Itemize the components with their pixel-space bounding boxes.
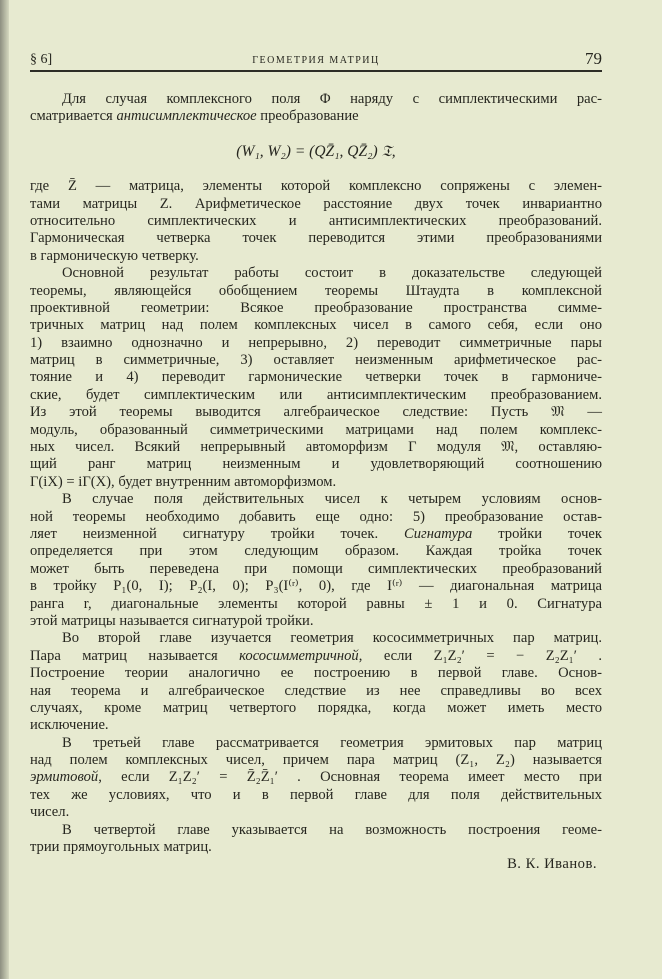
text-line [30,456,602,473]
text-line [30,474,602,491]
running-title: ГЕОМЕТРИЯ МАТРИЦ [252,55,380,66]
text-line [30,213,602,230]
text-line [30,752,602,769]
text-line [30,822,602,839]
text-line [30,248,602,265]
text-run: Основной результат работы состоит в доказательстве следующей [62,265,602,282]
text-run: Гармоническая четверка точек переводится этими преобразованиями [30,230,602,247]
text-run: тричных матриц над полем комплексных чисел в самого себя, если оно [30,317,602,334]
body-text [30,91,602,874]
text-run: исключение. [30,717,109,734]
text-run: тройки точек [472,526,603,542]
emphasized-term: кососимметричной [239,647,359,664]
text-line [30,735,602,752]
text-line [30,178,602,195]
text-run: (W₁, W₂) = (QZ̄₁, QZ̄₂) 𝔗, [236,142,396,160]
section-number: § 6] [30,52,53,67]
text-run: в тройку P₁(0, I); P₂(I, 0); P₃(I⁽ʳ⁾, 0), где I⁽ʳ⁾ — диагональная матрица [30,578,602,595]
text-line [30,265,602,282]
text-run: определяется при этом следующим образом. Каждая тройка точек [30,543,602,560]
text-run: ной теоремы необходимо добавить еще одно: 5) преобразование остав- [30,508,602,525]
text-line [30,143,602,160]
paragraph [30,630,602,734]
text-line [30,769,602,786]
text-line [30,839,602,856]
paragraph [30,822,602,857]
text-run: трии прямоугольных матриц. [30,839,212,856]
text-run: Построение теории аналогично ее построению в первой главе. Основ- [30,665,602,682]
text-line [30,509,602,526]
text-run: ляет неизменной сигнатуру тройки точек. [30,526,405,542]
text-line [30,300,602,317]
text-run: случаях, кроме матриц четвертого порядка, когда может иметь место [30,699,602,716]
text-run: В четвертой главе указывается на возможность построения геоме- [62,821,602,838]
text-line [30,596,602,613]
text-run: Пара матриц называется [30,647,240,664]
text-line [30,700,602,717]
text-line [30,648,602,665]
text-line [30,317,602,334]
text-run: ранга r, диагональные элементы которой равны ± 1 и 0. Сигнатура [30,595,602,612]
emphasized-term: эрмитовой [30,769,99,786]
running-header [30,49,602,72]
emphasized-term: Сигнатура [404,526,473,542]
text-run: тояние и 4) переводит гармонические четверки точек в гармониче- [30,369,602,386]
text-line [30,613,602,630]
text-run: В. К. Иванов. [507,856,597,873]
text-line [30,561,602,578]
page-number: 79 [585,49,602,68]
text-line [30,108,602,125]
text-line [30,387,602,404]
page-binding-edge [0,0,9,979]
text-run: Для случая комплексного поля Φ наряду с симплектическими рас- [62,91,602,107]
text-run: Во второй главе изучается геометрия кососимметричных пар матриц. [62,630,602,647]
text-line [30,230,602,247]
paragraph [30,735,602,822]
text-run: Γ(iX) = iΓ(X), будет внутренним автоморфизмом. [30,473,337,490]
text-run: , если Z₁Z₂′ = − Z₂Z₁′ . [358,647,602,664]
text-run: щий ранг матриц неизменным и удовлетворяющий соотношению [30,456,602,473]
text-run: , если Z₁Z₂′ = Z̄₂Z̄₁′ . Основная теорема имеет место при [98,769,602,786]
text-line [30,422,602,439]
text-run: над полем комплексных чисел, причем пара матриц (Z₁, Z₂) называется [30,752,602,769]
author-signature [30,856,602,873]
text-line [30,543,602,560]
text-line [30,856,602,873]
text-run: В третьей главе рассматривается геометрия эрмитовых пар матриц [62,734,602,751]
text-line [30,91,602,108]
paragraph [30,178,602,265]
paragraph [30,265,602,491]
emphasized-term: антисимплектическое [116,108,257,125]
text-run: преобразование [256,108,359,125]
text-line [30,335,602,352]
text-run: 1) взаимно однозначно и непрерывно, 2) переводит симметричные пары [30,334,602,351]
text-run: тех же условиях, что и в первой главе для поля действительных [30,786,602,803]
text-line [30,283,602,300]
text-run: в гармоническую четверку. [30,247,199,264]
text-line [30,717,602,734]
text-line [30,439,602,456]
text-line [30,683,602,700]
text-run: ские, будет симплектическим или антисимплектическим преобразованием. [30,386,602,403]
text-line [30,787,602,804]
text-run: может быть переведена при помощи симплектических преобразований [30,560,602,577]
text-line [30,491,602,508]
text-run: где Z̄ — матрица, элементы которой комплексно сопряжены с элемен- [30,178,602,195]
text-run: чисел. [30,804,70,821]
text-line [30,526,602,543]
text-run: модуль, образованный симметрическими матрицами над полем комплекс- [30,421,602,438]
text-run: относительно симплектических и антисимплектических преобразований. [30,212,602,229]
text-run: ная теорема и алгебраическое следствие из нее справедливы во всех [30,682,602,699]
text-run: матриц в симметричные, 3) оставляет неизменным арифметическое рас- [30,352,602,369]
paragraph [30,91,602,126]
text-run: тами матрицы Z. Арифметическое расстояние двух точек инвариантно [30,195,602,212]
text-line [30,404,602,421]
text-line [30,369,602,386]
text-run: этой матрицы называется сигнатурой тройки. [30,612,314,629]
text-run: Из этой теоремы выводится алгебраическое следствие: Пусть 𝔐 — [30,404,602,421]
paragraph [30,491,602,630]
text-line [30,804,602,821]
formula [30,143,602,160]
text-run: проективной геометрии: Всякое преобразование пространства симме- [30,299,602,316]
text-line [30,630,602,647]
text-line [30,196,602,213]
text-run: сматривается [30,108,117,125]
text-run: В случае поля действительных чисел к четырем условиям основ- [62,491,602,508]
text-run: теоремы, являющейся обобщением теоремы Штаудта в комплексной [30,282,602,299]
text-line [30,578,602,595]
text-line [30,665,602,682]
text-run: ных чисел. Всякий непрерывный автоморфизм Γ модуля 𝔐, оставляю- [30,439,602,456]
text-line [30,352,602,369]
